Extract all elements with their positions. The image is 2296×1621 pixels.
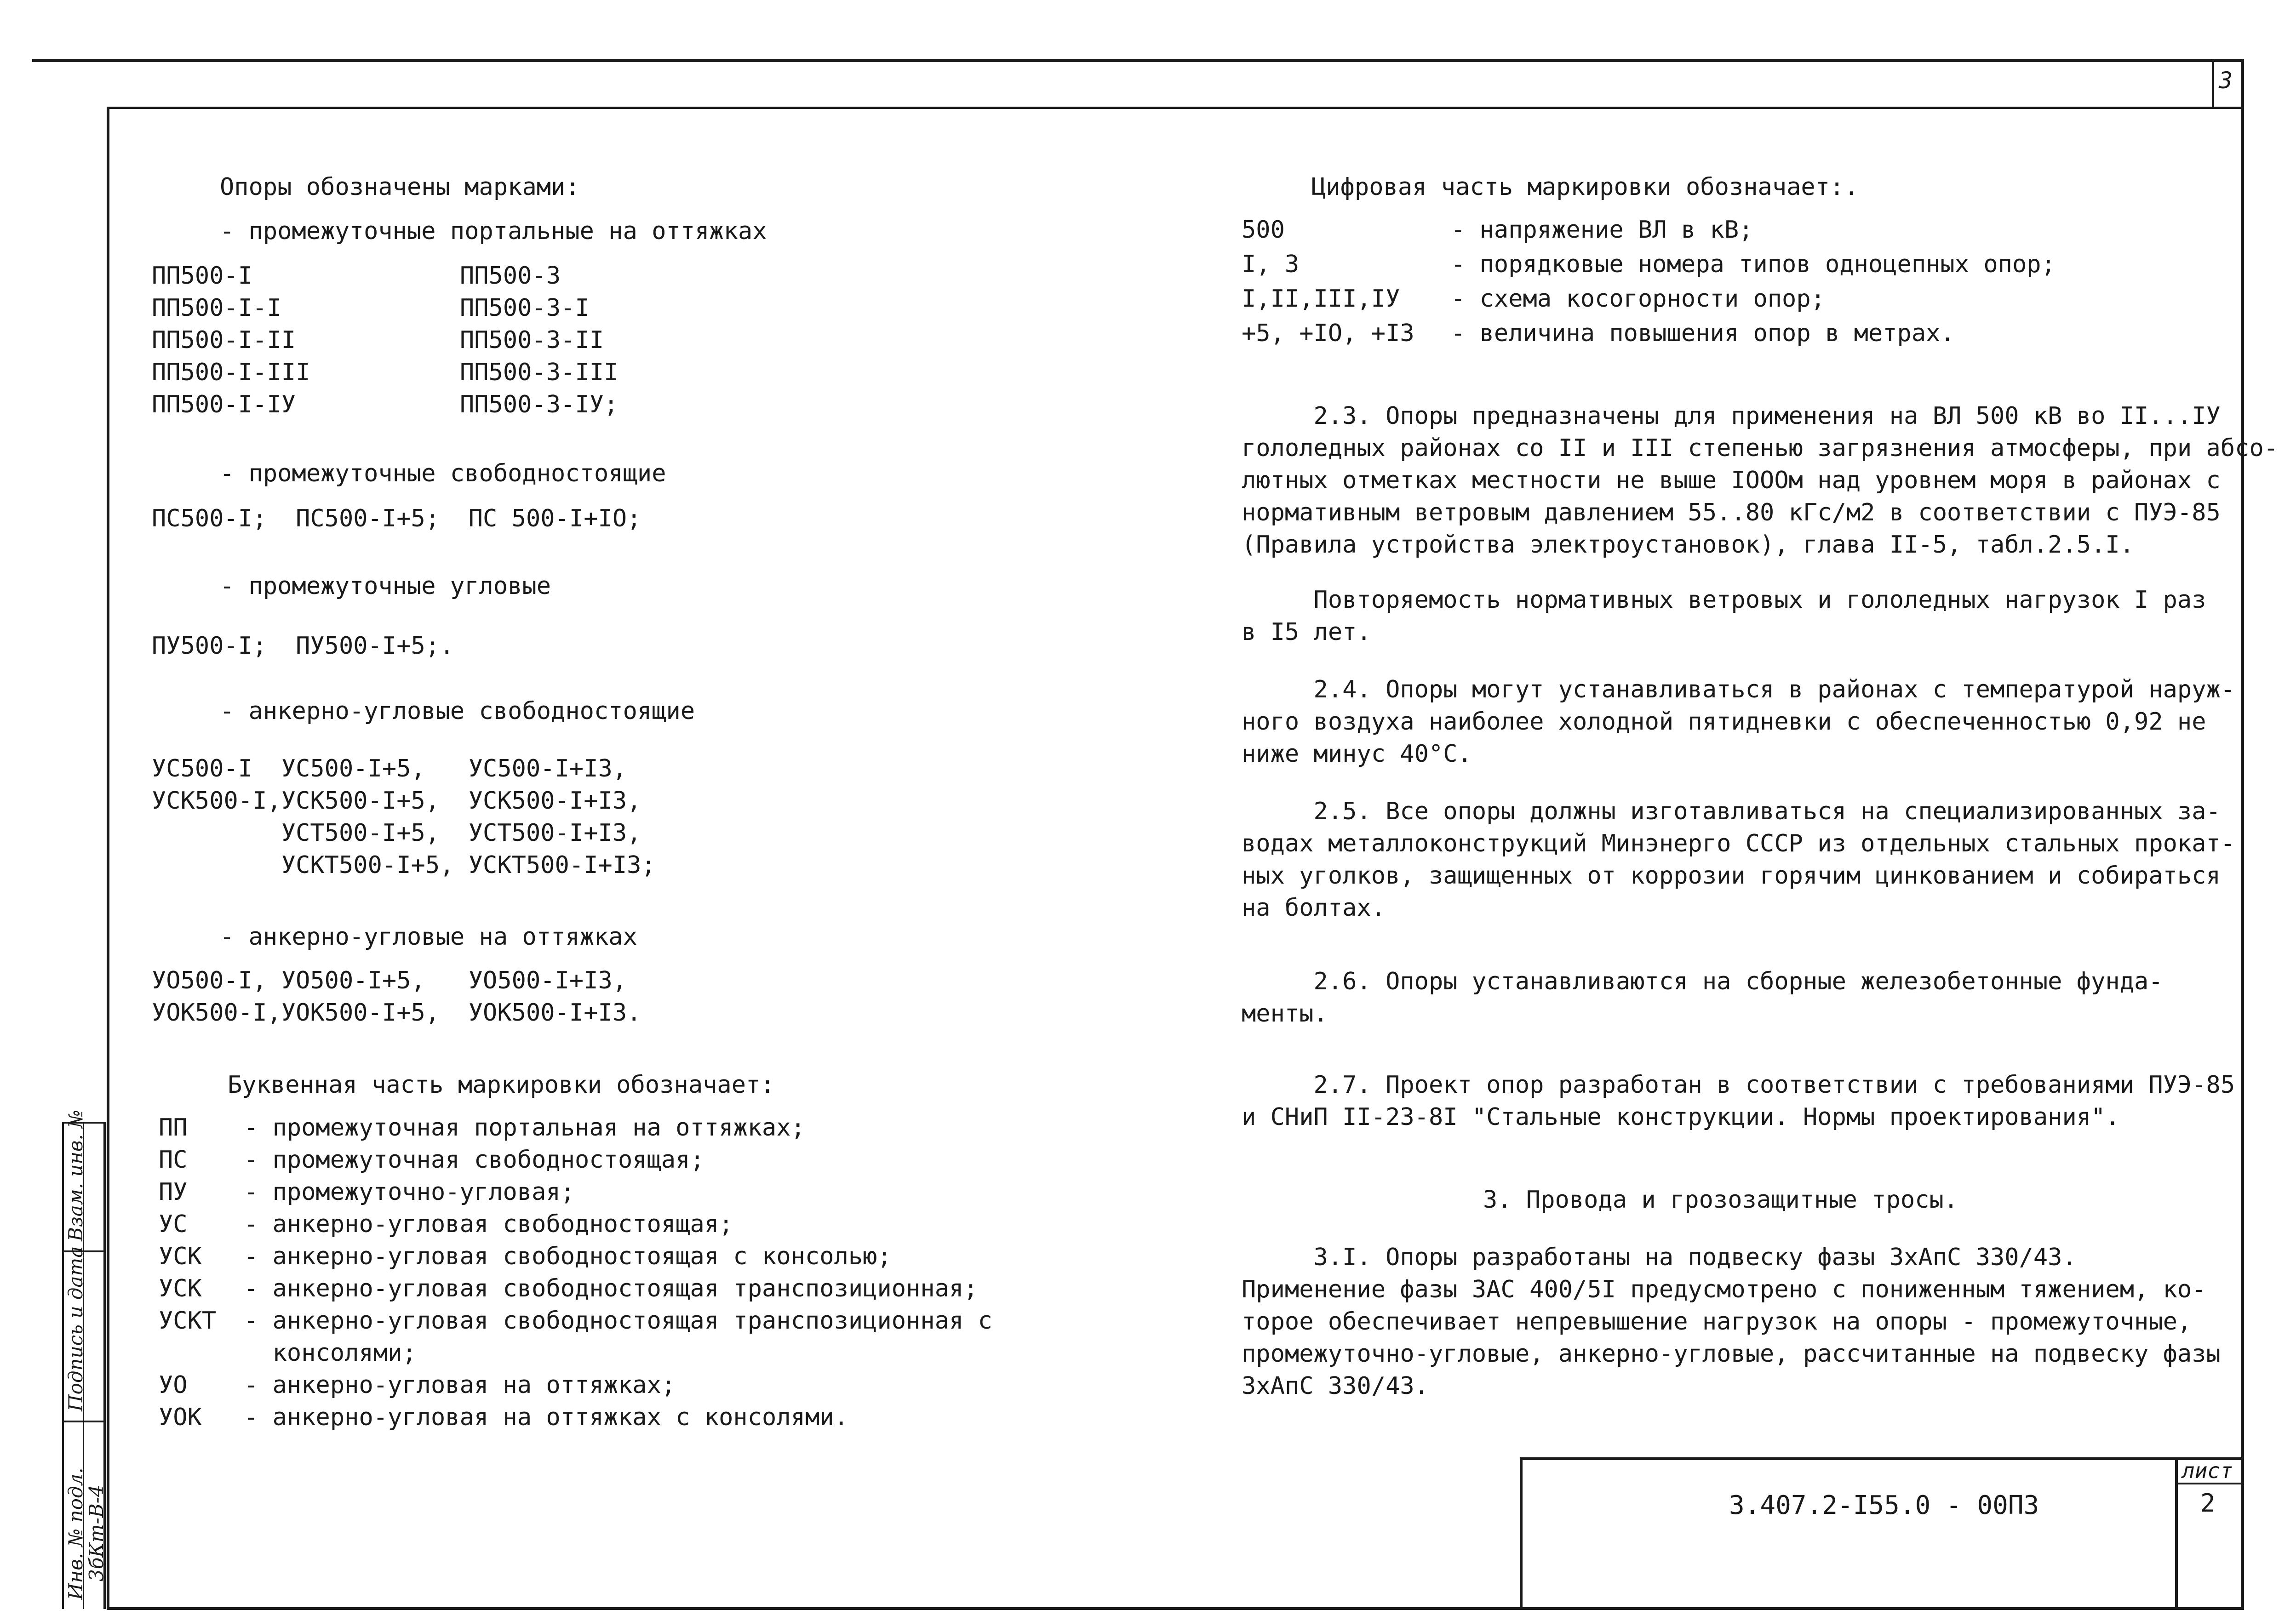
corner-page-number: 3 <box>2219 67 2233 94</box>
digit-code: 500 <box>1242 216 1285 244</box>
para-2-3: 2.3. Опоры предназначены для применения на ВЛ 500 кВ во II...IУ <box>1242 402 2221 430</box>
letter-code: ПС <box>159 1146 188 1174</box>
letter-code: УС <box>159 1210 188 1238</box>
top-border <box>32 59 2244 62</box>
digits-title: Цифровая часть маркировки обозначает:. <box>1311 173 1859 201</box>
letter-code: УОК <box>159 1404 202 1431</box>
sec1-item: ПП500-I-II <box>152 326 296 354</box>
sec5-title: - анкерно-угловые на оттяжках <box>220 923 637 951</box>
para-3-1: 3хАпС 330/43. <box>1242 1372 1429 1400</box>
sec4-line: УСКТ500-I+5, УСКТ500-I+I3; <box>152 851 656 879</box>
sheet-label: лист <box>2182 1458 2233 1483</box>
sec1-item: ПП500-3-III <box>460 359 618 386</box>
para-2-5: на болтах. <box>1242 894 1386 922</box>
letter-text: - анкерно-угловая на оттяжках с консолями. <box>244 1404 848 1431</box>
sec1-item: ПП500-I-I <box>152 294 281 322</box>
left-border <box>107 107 109 1610</box>
letter-text: - анкерно-угловая на оттяжках; <box>244 1371 676 1399</box>
para-2-5: 2.5. Все опоры должны изготавливаться на специализированных за- <box>1242 798 2221 825</box>
para-2-7: 2.7. Проект опор разработан в соответствии с требованиями ПУЭ-85 <box>1242 1071 2235 1099</box>
sec4-line: УСК500-I,УСК500-I+5, УСК500-I+I3, <box>152 787 641 815</box>
letter-text: - анкерно-угловая свободностоящая транспозиционная; <box>244 1275 978 1302</box>
letter-text: - промежуточная портальная на оттяжках; <box>244 1114 805 1142</box>
sec1-item: ПП500-3-IУ; <box>460 391 618 418</box>
titleblock-left <box>1520 1457 1523 1609</box>
right-border <box>2241 59 2244 1610</box>
para-3-1: 3.I. Опоры разработаны на подвеску фазы 3хАпС 330/43. <box>1242 1244 2077 1271</box>
sec5-line: УОК500-I,УОК500-I+5, УОК500-I+I3. <box>152 999 641 1027</box>
para-2-4: ниже минус 40°С. <box>1242 740 1472 768</box>
para-2-7: и СНиП II-23-8I "Стальные конструкции. Нормы проектирования". <box>1242 1103 2120 1131</box>
letter-text: - анкерно-угловая свободностоящая с консолью; <box>244 1243 892 1270</box>
sec3-title: - промежуточные угловые <box>220 572 551 600</box>
sec2-title: - промежуточные свободностоящие <box>220 460 666 487</box>
stamp-inv-value: 3бКm-В-4 <box>85 1484 108 1581</box>
sheet-number: 2 <box>2200 1489 2216 1518</box>
document-code: 3.407.2-I55.0 - 00ПЗ <box>1729 1490 2039 1520</box>
bottom-border <box>107 1607 2244 1610</box>
para-3-1: торое обеспечивает непревышение нагрузок на опоры - промежуточные, <box>1242 1308 2192 1336</box>
para-2-4: 2.4. Опоры могут устанавливаться в районах с температурой наруж- <box>1242 676 2235 703</box>
para-3-1: промежуточно-угловые, анкерно-угловые, рассчитанные на подвеску фазы <box>1242 1340 2221 1368</box>
letter-code: ПУ <box>159 1178 188 1206</box>
sec1-item: ПП500-I-IУ <box>152 391 296 418</box>
intro-text: Опоры обозначены марками: <box>220 173 580 201</box>
letter-text: консолями; <box>244 1339 417 1367</box>
titleblock-top <box>1522 1457 2244 1460</box>
para-2-4: ного воздуха наиболее холодной пятидневки с обеспеченностью 0,92 не <box>1242 708 2206 736</box>
sec4-title: - анкерно-угловые свободностоящие <box>220 697 695 725</box>
sec1-item: ПП500-3 <box>460 262 561 290</box>
titleblock-divider <box>2175 1457 2178 1609</box>
letters-title: Буквенная часть маркировки обозначает: <box>228 1071 775 1099</box>
stamp-inv-label: Инв. № подл. <box>64 1467 87 1600</box>
digit-code: +5, +IO, +I3 <box>1242 320 1414 347</box>
para-2-3: гололедных районах со II и III степенью загрязнения атмосферы, при абсо- <box>1242 434 2279 462</box>
para-2-5: водах металлоконструкций Минэнерго СССР из отдельных стальных прокат- <box>1242 830 2235 857</box>
letter-text: - промежуточно-угловая; <box>244 1178 575 1206</box>
inner-top-border <box>108 107 2244 109</box>
para-2-6: менты. <box>1242 1000 1328 1027</box>
corner-box-left <box>2212 59 2214 107</box>
para-2-6: 2.6. Опоры устанавливаются на сборные железобетонные фунда- <box>1242 968 2163 995</box>
letter-code: УСК <box>159 1275 202 1302</box>
stamp-sign-label: Подпись и дата <box>64 1246 87 1411</box>
sec1-item: ПП500-3-II <box>460 326 604 354</box>
sec1-item: ПП500-I-III <box>152 359 310 386</box>
para-repeat: Повторяемость нормативных ветровых и гололедных нагрузок I раз <box>1242 586 2206 614</box>
letter-code: УО <box>159 1371 188 1399</box>
digit-code: I,II,III,IУ <box>1242 285 1400 313</box>
letter-text: - анкерно-угловая свободностоящая; <box>244 1210 733 1238</box>
sec1-title: - промежуточные портальные на оттяжках <box>220 217 767 245</box>
digit-text: - порядковые номера типов одноцепных опор; <box>1451 251 2056 278</box>
letter-text: - анкерно-угловая свободностоящая транспозиционная с <box>244 1307 992 1335</box>
sec4-line: УС500-I УС500-I+5, УС500-I+I3, <box>152 755 627 782</box>
letter-code: УСК <box>159 1243 202 1270</box>
sec4-line: УСТ500-I+5, УСТ500-I+I3, <box>152 819 641 847</box>
digit-text: - напряжение ВЛ в кВ; <box>1451 216 1753 244</box>
para-repeat: в I5 лет. <box>1242 618 1371 646</box>
sec1-item: ПП500-I <box>152 262 253 290</box>
digit-text: - величина повышения опор в метрах. <box>1451 320 1955 347</box>
sec2-line: ПС500-I; ПС500-I+5; ПС 500-I+IO; <box>152 505 641 532</box>
sec3-line: ПУ500-I; ПУ500-I+5;. <box>152 632 454 660</box>
para-2-3: (Правила устройства электроустановок), глава II-5, табл.2.5.I. <box>1242 531 2135 559</box>
letter-code: ПП <box>159 1114 188 1142</box>
para-2-5: ных уголков, защищенных от коррозии горячим цинкованием и собираться <box>1242 862 2221 890</box>
section-3-heading: 3. Провода и грозозащитные тросы. <box>1483 1186 1958 1214</box>
letter-text: - промежуточная свободностоящая; <box>244 1146 704 1174</box>
stamp-swap-label: Взам. инв. № <box>64 1110 87 1241</box>
digit-code: I, 3 <box>1242 251 1300 278</box>
para-2-3: лютных отметках местности не выше IOOOм над уровнем моря в районах с <box>1242 467 2221 494</box>
stamp-sep2 <box>62 1421 106 1422</box>
stamp-left <box>62 1122 64 1609</box>
letter-code: УСКТ <box>159 1307 217 1335</box>
digit-text: - схема косогорности опор; <box>1451 285 1825 313</box>
sec1-item: ПП500-3-I <box>460 294 590 322</box>
sec5-line: УО500-I, УО500-I+5, УО500-I+I3, <box>152 967 627 994</box>
para-2-3: нормативным ветровым давлением 55..80 кГс/м2 в соответствии с ПУЭ-85 <box>1242 499 2221 526</box>
para-3-1: Применение фазы 3АС 400/5I предусмотрено с пониженным тяжением, ко- <box>1242 1276 2206 1303</box>
